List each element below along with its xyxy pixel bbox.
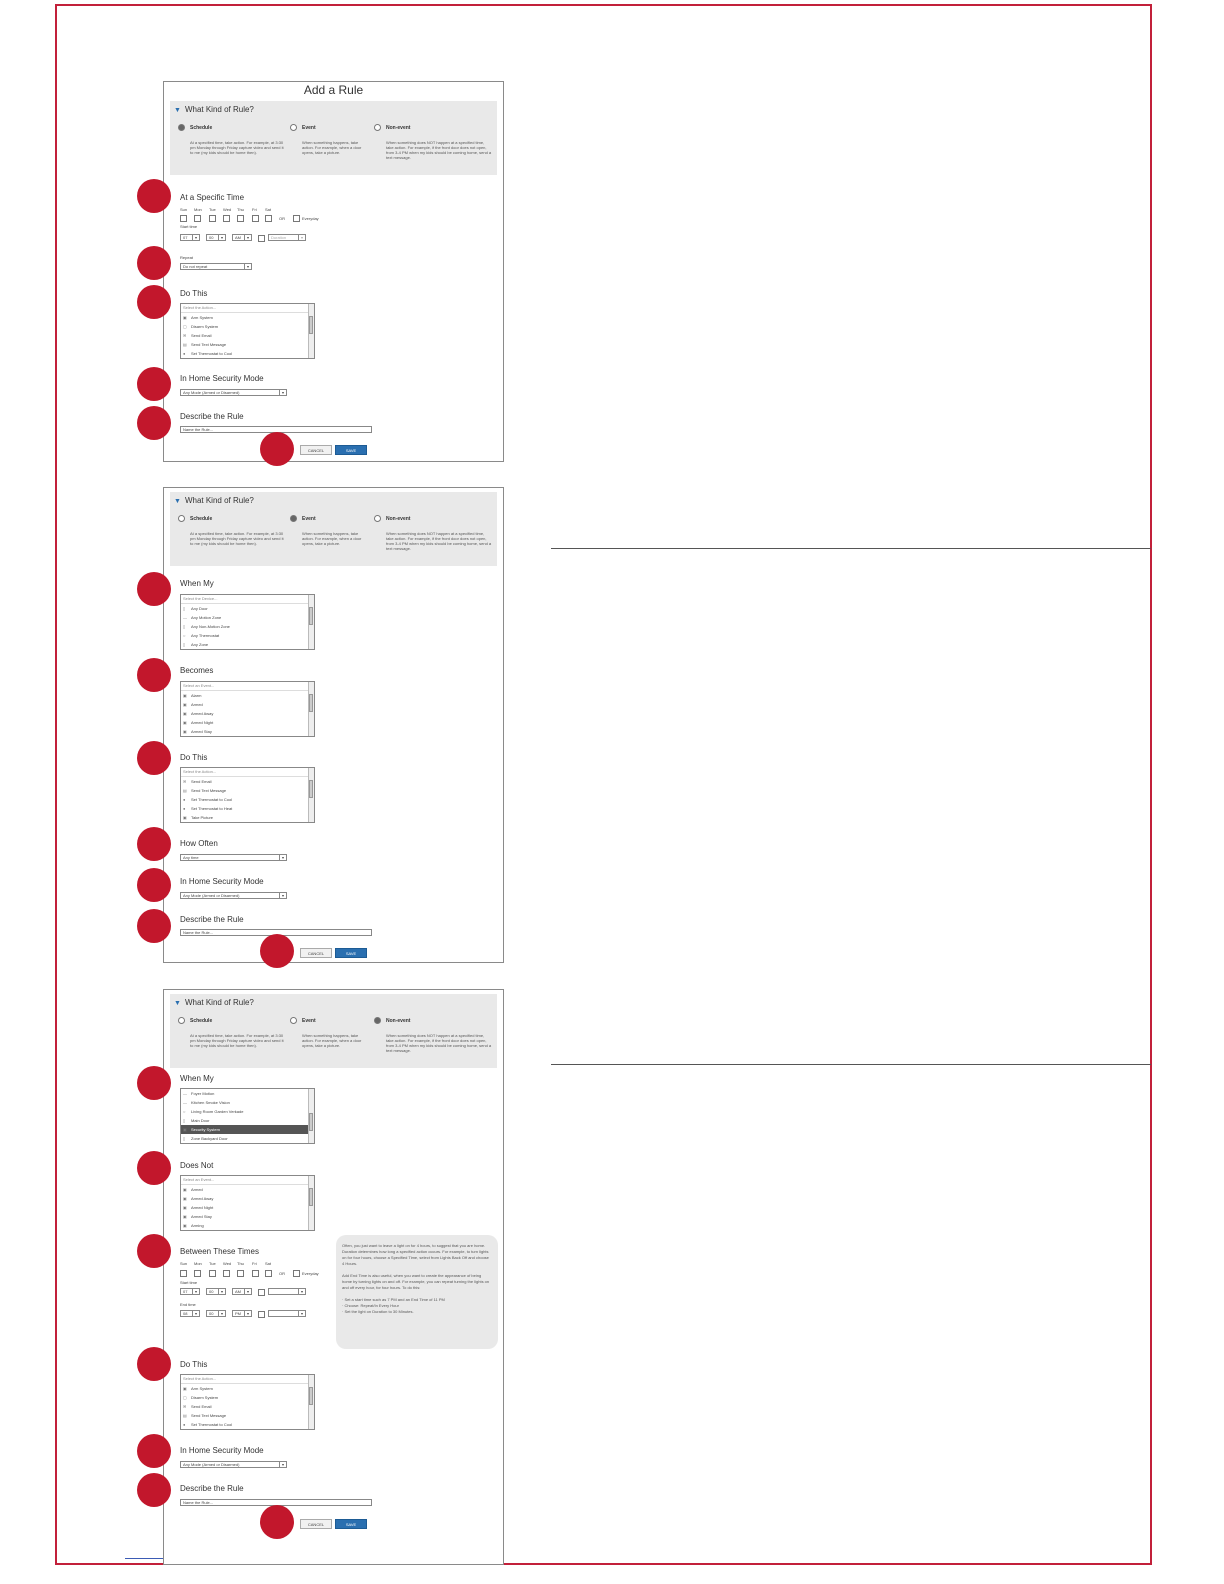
list-item[interactable]: ▣ Armed Stay (183, 1214, 212, 1219)
chevron-down-icon: ▾ (279, 893, 286, 898)
describe-heading: Describe the Rule (180, 412, 244, 421)
day-tue: Tue (209, 1261, 216, 1266)
save-button[interactable]: SAVE (335, 1519, 367, 1529)
day-checkbox[interactable] (180, 1270, 187, 1277)
radio-icon[interactable] (178, 1017, 185, 1024)
list-item[interactable]: ▯ Any Non-Motion Zone (183, 624, 230, 629)
security-mode-heading: In Home Security Mode (180, 374, 264, 383)
callout-marker (137, 246, 171, 280)
scrollbar[interactable] (308, 1176, 314, 1230)
save-button[interactable]: SAVE (335, 445, 367, 455)
cancel-button[interactable]: CANCEL (300, 948, 332, 958)
scrollbar[interactable] (308, 304, 314, 358)
lock-icon: ▣ (183, 1223, 187, 1228)
list-item[interactable]: ▤ Send Text Message (183, 342, 227, 347)
lock-icon: ▣ (183, 711, 187, 716)
callout-marker (137, 1234, 171, 1268)
callout-marker (137, 572, 171, 606)
callout-marker (137, 1347, 171, 1381)
rule-kind-heading: ▼ What Kind of Rule? (174, 105, 254, 114)
day-checkbox[interactable] (223, 215, 230, 222)
chevron-down-icon: ▾ (192, 1289, 199, 1294)
list-item[interactable]: — Foyer Motion (183, 1091, 215, 1096)
schedule-rule-panel (163, 81, 504, 462)
device-listbox[interactable] (180, 1088, 315, 1144)
everyday-checkbox[interactable] (293, 215, 300, 222)
action-listbox[interactable]: Select the Action... ▣ Arm System ▢ Disarm System ✉ Send Email ▤ Send Text Message ● Set Thermostat to Cool (180, 1374, 315, 1430)
chevron-down-icon: ▾ (218, 235, 225, 240)
door-icon: ▯ (183, 1136, 186, 1141)
option-schedule[interactable]: Schedule At a specified time, take action. For example, at 3:30 pm Monday through Friday capture video and send it to me (my kids should be home then). (178, 510, 288, 546)
rule-name-input[interactable]: Name the Rule... (180, 929, 372, 936)
separator-line (551, 548, 1151, 549)
callout-marker (137, 367, 171, 401)
list-item[interactable]: ▢ Disarm System (183, 1395, 219, 1400)
or-label: OR (279, 1271, 285, 1276)
lock-icon: ▣ (183, 720, 187, 725)
email-icon: ✉ (183, 779, 187, 784)
chevron-down-icon: ▾ (279, 855, 286, 860)
callout-marker (137, 658, 171, 692)
everyday-label: Everyday (302, 1271, 319, 1276)
callout-marker (137, 179, 171, 213)
camera-icon: ○ (183, 1109, 186, 1114)
callout-marker (137, 741, 171, 775)
day-sat: Sat (265, 1261, 272, 1266)
rule-name-input[interactable]: Name the Rule... (180, 426, 372, 433)
chevron-down-icon: ▾ (192, 1311, 199, 1316)
do-this-heading: Do This (180, 289, 208, 298)
list-item[interactable]: ▯ Main Door (183, 1118, 210, 1123)
door-icon: ▯ (183, 606, 186, 611)
door-icon: ▯ (183, 1118, 186, 1123)
start-minute-select[interactable]: 00 ▾ (206, 1288, 226, 1295)
end-hour-select[interactable]: 08 ▾ (180, 1310, 200, 1317)
list-item[interactable]: ▣ Arming (183, 1223, 204, 1228)
chevron-down-icon: ▾ (244, 264, 251, 269)
day-wed: Wed (223, 207, 232, 212)
option-event[interactable]: Event When something happens, take action. For example, when a door opens, take a picture. (290, 119, 370, 155)
list-item[interactable]: ● Set Thermostat to Cool (183, 1422, 233, 1427)
callout-marker (260, 934, 294, 968)
zone-icon: ▯ (183, 642, 186, 647)
list-item[interactable]: ✉ Send Email (183, 1404, 212, 1409)
option-schedule[interactable]: Schedule At a specified time, take action. For example, at 3:30 pm Monday through Friday capture video and send it to me (my kids should be home then). (178, 119, 288, 155)
smoke-icon: — (183, 1100, 187, 1105)
radio-icon[interactable] (374, 124, 381, 131)
thermostat-icon: ● (183, 806, 186, 811)
option-non-event[interactable]: Non-event When something does NOT happen at a specified time, take action. For example, if the front door does not open, from 3-4 PM when my kids should be coming home, send a text message. (374, 119, 492, 160)
day-sat: Sat (265, 207, 272, 212)
when-my-heading: When My (180, 1074, 214, 1083)
security-mode-select[interactable]: Any Mode (Armed or Disarmed) ▾ (180, 1461, 287, 1468)
callout-marker (137, 1066, 171, 1100)
list-item[interactable]: ▣ Alarm (183, 693, 202, 698)
day-checkbox[interactable] (180, 215, 187, 222)
scrollbar[interactable] (308, 595, 314, 649)
scrollbar-thumb[interactable] (309, 1188, 313, 1206)
option-non-event[interactable]: Non-event When something does NOT happen at a specified time, take action. For example, if the front door does not open, from 3-4 PM when my kids should be coming home, send a text message. (374, 510, 492, 551)
day-checkbox[interactable] (223, 1270, 230, 1277)
everyday-label: Everyday (302, 216, 319, 221)
start-hour-select[interactable]: 07 ▾ (180, 1288, 200, 1295)
scrollbar[interactable] (308, 682, 314, 736)
chevron-down-icon: ▾ (192, 235, 199, 240)
chevron-down-icon: ▾ (298, 1311, 305, 1316)
callout-marker (137, 909, 171, 943)
day-checkbox[interactable] (265, 215, 272, 222)
non-event-rule-panel (163, 989, 504, 1565)
start-time-label: Start time (180, 224, 198, 229)
scrollbar-thumb[interactable] (309, 1387, 313, 1405)
lock-icon: ▣ (183, 702, 187, 707)
list-item[interactable]: ▣ Armed Night (183, 720, 214, 725)
day-checkbox[interactable] (194, 215, 201, 222)
list-item[interactable]: ● Set Thermostat to Cool (183, 351, 233, 356)
when-my-heading: When My (180, 579, 214, 588)
security-mode-heading: In Home Security Mode (180, 1446, 264, 1455)
callout-marker (137, 1151, 171, 1185)
rule-kind-heading: ▼ What Kind of Rule? (174, 496, 254, 505)
list-item[interactable]: ▣ Take Picture (183, 815, 214, 820)
rule-kind-heading: ▼ What Kind of Rule? (174, 998, 254, 1007)
do-this-heading: Do This (180, 753, 208, 762)
repeat-select[interactable]: Do not repeat ▾ (180, 263, 252, 270)
between-times-heading: Between These Times (180, 1247, 260, 1256)
duration-checkbox[interactable] (258, 235, 265, 242)
callout-marker (137, 406, 171, 440)
day-checkbox[interactable] (252, 1270, 259, 1277)
day-sun: Sun (180, 207, 188, 212)
lock-icon: ▣ (183, 1214, 187, 1219)
thermostat-icon: ● (183, 1422, 186, 1427)
chevron-down-icon: ▾ (244, 235, 251, 240)
list-item[interactable]: ▯ Zone Backyard Door (183, 1136, 228, 1141)
end-ampm-select[interactable]: PM ▾ (232, 1310, 252, 1317)
lock-icon: ▣ (183, 1196, 187, 1201)
radio-icon[interactable] (290, 1017, 297, 1024)
thermostat-icon: ● (183, 797, 186, 802)
message-icon: ▤ (183, 342, 187, 347)
scrollbar-thumb[interactable] (309, 607, 313, 625)
scrollbar[interactable] (308, 1089, 314, 1143)
list-item[interactable]: ▣ Arm System (183, 1386, 213, 1391)
event-rule-panel (163, 487, 504, 963)
rule-kind-box (170, 492, 497, 566)
separator-line (551, 1064, 1151, 1065)
list-item[interactable]: ▤ Send Text Message (183, 1413, 227, 1418)
callout-marker (137, 1473, 171, 1507)
start-time-label: Start time (180, 1280, 198, 1285)
lock-icon: ▣ (183, 1205, 187, 1210)
callout-marker (137, 827, 171, 861)
cancel-button[interactable]: CANCEL (300, 445, 332, 455)
list-item[interactable]: ▯ Any Door (183, 606, 208, 611)
list-item[interactable]: ▢ Disarm System (183, 324, 219, 329)
does-not-heading: Does Not (180, 1161, 214, 1170)
radio-selected-icon[interactable] (178, 124, 185, 131)
day-fri: Fri (252, 207, 257, 212)
day-thu: Thu (237, 207, 244, 212)
radio-selected-icon[interactable] (290, 515, 297, 522)
lock-icon: ▣ (183, 315, 187, 320)
list-item[interactable]: ▣ Arm System (183, 315, 213, 320)
callout-marker (260, 432, 294, 466)
day-wed: Wed (223, 1261, 232, 1266)
radio-icon[interactable] (178, 515, 185, 522)
expand-triangle-icon: ▼ (174, 1000, 181, 1007)
list-item[interactable]: ▯ Any Zone (183, 642, 209, 647)
device-listbox[interactable]: Select the Device... ▯ Any Door — Any Motion Zone ▯ Any Non-Motion Zone ○ Any Thermostat ▯ Any Zone (180, 594, 315, 650)
end-duration-checkbox[interactable] (258, 1311, 265, 1318)
option-non-event[interactable]: Non-event When something does NOT happen at a specified time, take action. For example, if the front door does not open, from 3-4 PM when my kids should be coming home, send a text message. (374, 1012, 492, 1053)
start-ampm-select[interactable]: AM ▾ (232, 1288, 252, 1295)
action-listbox[interactable]: Select the Action... ✉ Send Email ▤ Send Text Message ● Set Thermostat to Cool ● Set Thermostat to Heat ▣ Take Picture (180, 767, 315, 823)
chevron-down-icon: ▾ (279, 1462, 286, 1467)
rule-name-input[interactable]: Name the Rule... (180, 1499, 372, 1506)
day-thu: Thu (237, 1261, 244, 1266)
day-checkbox[interactable] (237, 215, 244, 222)
rule-kind-box (170, 101, 497, 175)
hour-select[interactable]: 07 ▾ (180, 234, 200, 241)
cancel-button[interactable]: CANCEL (300, 1519, 332, 1529)
security-mode-select[interactable]: Any Mode (Armed or Disarmed) ▾ (180, 389, 287, 396)
scrollbar-thumb[interactable] (309, 694, 313, 712)
panel-title: Add a Rule (303, 83, 364, 97)
message-icon: ▤ (183, 788, 187, 793)
callout-marker (137, 285, 171, 319)
scrollbar-thumb[interactable] (309, 1113, 313, 1131)
list-item[interactable]: ▣ Armed Night (183, 1205, 214, 1210)
list-item[interactable]: ▣ Armed Away (183, 711, 214, 716)
list-item[interactable]: — Any Motion Zone (183, 615, 222, 620)
chevron-down-icon: ▾ (279, 390, 286, 395)
end-duration-select[interactable] (268, 1310, 306, 1317)
duration-select[interactable] (268, 1288, 306, 1295)
describe-heading: Describe the Rule (180, 915, 244, 924)
day-checkbox[interactable] (209, 1270, 216, 1277)
option-schedule[interactable]: Schedule At a specified time, take action. For example, at 3:30 pm Monday through Friday capture video and send it to me (my kids should be home then). (178, 1012, 288, 1048)
option-event[interactable]: Event When something happens, take action. For example, when a door opens, take a picture. (290, 1012, 370, 1048)
day-mon: Mon (194, 1261, 202, 1266)
do-this-heading: Do This (180, 1360, 208, 1369)
day-checkbox[interactable] (194, 1270, 201, 1277)
thermostat-icon: ○ (183, 633, 186, 638)
list-item[interactable]: ○ Any Thermostat (183, 633, 220, 638)
duration-select[interactable]: Duration ▾ (268, 234, 306, 241)
list-item[interactable]: ● Set Thermostat to Heat (183, 806, 233, 811)
camera-icon: ▣ (183, 815, 187, 820)
shield-icon: ▣ (183, 1127, 187, 1132)
list-item[interactable]: ▣ Armed (183, 1187, 203, 1192)
list-item[interactable]: ● Set Thermostat to Cool (183, 797, 233, 802)
everyday-checkbox[interactable] (293, 1270, 300, 1277)
day-checkbox[interactable] (237, 1270, 244, 1277)
event-listbox[interactable]: Select an Event... ▣ Armed ▣ Armed Away ▣ Armed Night ▣ Armed Stay ▣ Arming (180, 1175, 315, 1231)
ampm-select[interactable]: AM ▾ (232, 234, 252, 241)
scrollbar-thumb[interactable] (309, 316, 313, 334)
event-listbox[interactable]: Select an Event... ▣ Alarm ▣ Armed ▣ Armed Away ▣ Armed Night ▣ Armed Stay (180, 681, 315, 737)
or-label: OR (279, 216, 285, 221)
expand-triangle-icon: ▼ (174, 107, 181, 114)
chevron-down-icon: ▾ (244, 1289, 251, 1294)
specific-time-heading: At a Specific Time (180, 193, 245, 202)
list-item[interactable]: ▤ Send Text Message (183, 788, 227, 793)
chevron-down-icon: ▾ (244, 1311, 251, 1316)
action-listbox[interactable]: Select the Action... ▣ Arm System ▢ Disarm System ✉ Send Email ▤ Send Text Message ● Set Thermostat to Cool (180, 303, 315, 359)
scrollbar[interactable] (308, 1375, 314, 1429)
list-item-selected[interactable]: ▣ Security System (181, 1125, 314, 1134)
lock-icon: ▣ (183, 1386, 187, 1391)
scrollbar-thumb[interactable] (309, 780, 313, 798)
day-tue: Tue (209, 207, 216, 212)
callout-marker (260, 1505, 294, 1539)
save-button[interactable]: SAVE (335, 948, 367, 958)
radio-icon[interactable] (290, 124, 297, 131)
unlock-icon: ▢ (183, 324, 187, 329)
expand-triangle-icon: ▼ (174, 498, 181, 505)
thermostat-icon: ● (183, 351, 186, 356)
option-event[interactable]: Event When something happens, take action. For example, when a door opens, take a picture. (290, 510, 370, 546)
callout-marker (137, 868, 171, 902)
message-icon: ▤ (183, 1413, 187, 1418)
repeat-label: Repeat (180, 255, 193, 260)
day-checkbox[interactable] (265, 1270, 272, 1277)
motion-icon: — (183, 615, 187, 620)
lock-icon: ▣ (183, 693, 187, 698)
rule-kind-box (170, 994, 497, 1068)
how-often-select[interactable]: Any time ▾ (180, 854, 287, 861)
email-icon: ✉ (183, 333, 187, 338)
list-item[interactable]: ▣ Armed Stay (183, 729, 212, 734)
scrollbar[interactable] (308, 768, 314, 822)
list-item[interactable]: ✉ Send Email (183, 333, 212, 338)
day-checkbox[interactable] (209, 215, 216, 222)
unlock-icon: ▢ (183, 1395, 187, 1400)
becomes-heading: Becomes (180, 666, 214, 675)
lock-icon: ▣ (183, 1187, 187, 1192)
lock-icon: ▣ (183, 729, 187, 734)
day-fri: Fri (252, 1261, 257, 1266)
end-minute-select[interactable]: 00 ▾ (206, 1310, 226, 1317)
how-often-heading: How Often (180, 839, 218, 848)
day-checkbox[interactable] (252, 215, 259, 222)
motion-icon: — (183, 1091, 187, 1096)
zone-icon: ▯ (183, 624, 186, 629)
list-item[interactable]: ▣ Armed (183, 702, 203, 707)
duration-checkbox[interactable] (258, 1289, 265, 1296)
list-item[interactable]: — Kitchen Smoke Vision (183, 1100, 230, 1105)
end-time-label: End time (180, 1302, 196, 1307)
list-item[interactable]: ○ Living Room Garden Verkade (183, 1109, 244, 1114)
help-tip-box: Often, you just want to leave a light on for 4 hours, to suggest that you are home. Duration determines how long a specified action occurs. For example, to turn lights on for four hours, choose a Specified Time, select from Lights Back Off and choose 4 Hours. Add End Time is also useful, when you want to create the appearance of being home by turning lights on and off. For example, you can repeat turning the lights on and off every hour, for four hours. To do this: · Set a start time such as 7 PM and an End Time of 11 PM · Choose: Repeat/In Every Hour · Set the light on Duration to 30 Minutes. (336, 1235, 498, 1349)
list-item[interactable]: ▣ Armed Away (183, 1196, 214, 1201)
chevron-down-icon: ▾ (298, 1289, 305, 1294)
minute-select[interactable]: 00 ▾ (206, 234, 226, 241)
callout-marker (137, 1434, 171, 1468)
radio-icon[interactable] (374, 515, 381, 522)
security-mode-select[interactable]: Any Mode (Armed or Disarmed) ▾ (180, 892, 287, 899)
list-item[interactable]: ✉ Send Email (183, 779, 212, 784)
radio-selected-icon[interactable] (374, 1017, 381, 1024)
security-mode-heading: In Home Security Mode (180, 877, 264, 886)
email-icon: ✉ (183, 1404, 187, 1409)
chevron-down-icon: ▾ (218, 1289, 225, 1294)
describe-heading: Describe the Rule (180, 1484, 244, 1493)
day-sun: Sun (180, 1261, 188, 1266)
chevron-down-icon: ▾ (218, 1311, 225, 1316)
day-mon: Mon (194, 207, 202, 212)
chevron-down-icon: ▾ (298, 235, 305, 240)
